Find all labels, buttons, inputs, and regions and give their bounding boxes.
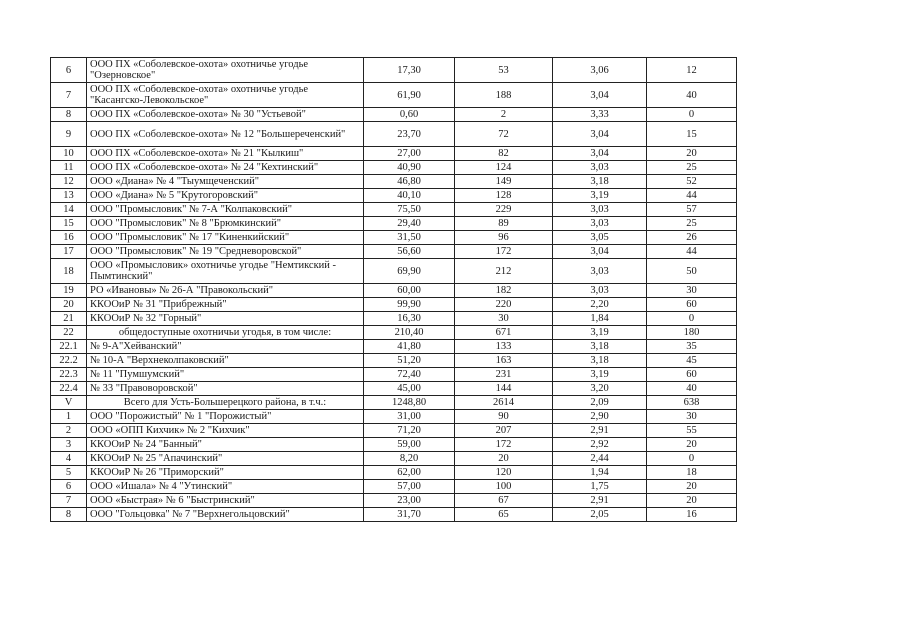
ratio-cell: 2,91 <box>553 494 647 508</box>
area-cell: 41,80 <box>364 340 455 354</box>
ratio-cell: 3,03 <box>553 203 647 217</box>
row-number-cell: 21 <box>51 312 87 326</box>
hunting-ground-name-cell: ООО ПХ «Соболевское-охота» № 21 "Кылкиш" <box>87 147 364 161</box>
table-row <box>51 494 737 508</box>
count-cell: 163 <box>455 354 553 368</box>
ratio-cell: 1,94 <box>553 466 647 480</box>
hunting-ground-name-cell: РО «Ивановы» № 26-А "Правокольский" <box>87 284 364 298</box>
area-cell: 56,60 <box>364 245 455 259</box>
row-number-cell: 13 <box>51 189 87 203</box>
quota-cell: 25 <box>647 161 737 175</box>
hunting-ground-name-cell: ККООиР № 26 "Приморский" <box>87 466 364 480</box>
table-row <box>51 122 737 147</box>
quota-cell: 15 <box>647 122 737 147</box>
table-row <box>51 382 737 396</box>
table-row <box>51 175 737 189</box>
ratio-cell: 3,19 <box>553 368 647 382</box>
count-cell: 207 <box>455 424 553 438</box>
ratio-cell: 3,05 <box>553 231 647 245</box>
quota-cell: 40 <box>647 83 737 108</box>
row-number-cell: V <box>51 396 87 410</box>
count-cell: 231 <box>455 368 553 382</box>
hunting-ground-name-cell: ООО «ОПП Кихчик» № 2 "Кихчик" <box>87 424 364 438</box>
area-cell: 40,90 <box>364 161 455 175</box>
quota-cell: 35 <box>647 340 737 354</box>
table-row <box>51 83 737 108</box>
hunting-ground-name-cell: ККООиР № 31 "Прибрежный" <box>87 298 364 312</box>
area-cell: 31,00 <box>364 410 455 424</box>
document-sheet <box>50 57 736 522</box>
area-cell: 27,00 <box>364 147 455 161</box>
row-number-cell: 16 <box>51 231 87 245</box>
count-cell: 100 <box>455 480 553 494</box>
area-cell: 57,00 <box>364 480 455 494</box>
area-cell: 31,50 <box>364 231 455 245</box>
count-cell: 182 <box>455 284 553 298</box>
ratio-cell: 3,03 <box>553 217 647 231</box>
table-row <box>51 480 737 494</box>
row-number-cell: 17 <box>51 245 87 259</box>
hunting-ground-name-cell: ООО «Быстрая» № 6 "Быстринский" <box>87 494 364 508</box>
ratio-cell: 3,18 <box>553 175 647 189</box>
ratio-cell: 3,04 <box>553 83 647 108</box>
ratio-cell: 3,20 <box>553 382 647 396</box>
hunting-ground-name-cell: ККООиР № 32 "Горный" <box>87 312 364 326</box>
row-number-cell: 2 <box>51 424 87 438</box>
ratio-cell: 2,20 <box>553 298 647 312</box>
row-number-cell: 10 <box>51 147 87 161</box>
quota-cell: 60 <box>647 368 737 382</box>
row-number-cell: 11 <box>51 161 87 175</box>
row-number-cell: 15 <box>51 217 87 231</box>
area-cell: 59,00 <box>364 438 455 452</box>
area-cell: 51,20 <box>364 354 455 368</box>
quota-cell: 20 <box>647 147 737 161</box>
hunting-ground-name-cell: ООО «Промысловик» охотничье угодье "Немтикский - Пымтинский" <box>87 259 364 284</box>
hunting-ground-name-cell: ООО ПХ «Соболевское-охота» № 12 "Большереченский" <box>87 122 364 147</box>
hunting-ground-name-cell: ООО "Промысловик" № 8 "Брюмкинский" <box>87 217 364 231</box>
hunting-ground-name-cell: ООО ПХ «Соболевское-охота» охотничье угодье "Озерновское" <box>87 58 364 83</box>
quota-cell: 45 <box>647 354 737 368</box>
area-cell: 29,40 <box>364 217 455 231</box>
ratio-cell: 1,84 <box>553 312 647 326</box>
ratio-cell: 2,44 <box>553 452 647 466</box>
table-row <box>51 161 737 175</box>
quota-cell: 26 <box>647 231 737 245</box>
quota-cell: 55 <box>647 424 737 438</box>
quota-table <box>50 57 737 522</box>
count-cell: 172 <box>455 245 553 259</box>
area-cell: 210,40 <box>364 326 455 340</box>
quota-cell: 20 <box>647 480 737 494</box>
ratio-cell: 3,18 <box>553 340 647 354</box>
table-row <box>51 298 737 312</box>
hunting-ground-name-cell: ККООиР № 25 "Апачинский" <box>87 452 364 466</box>
row-number-cell: 22 <box>51 326 87 340</box>
count-cell: 2 <box>455 108 553 122</box>
quota-cell: 50 <box>647 259 737 284</box>
count-cell: 124 <box>455 161 553 175</box>
quota-cell: 30 <box>647 410 737 424</box>
hunting-ground-name-cell: Всего для Усть-Большерецкого района, в т.ч.: <box>87 396 364 410</box>
row-number-cell: 19 <box>51 284 87 298</box>
hunting-ground-name-cell: № 9-А"Хейванский" <box>87 340 364 354</box>
quota-cell: 18 <box>647 466 737 480</box>
area-cell: 17,30 <box>364 58 455 83</box>
count-cell: 144 <box>455 382 553 396</box>
quota-cell: 16 <box>647 508 737 522</box>
area-cell: 75,50 <box>364 203 455 217</box>
table-row <box>51 203 737 217</box>
count-cell: 20 <box>455 452 553 466</box>
count-cell: 188 <box>455 83 553 108</box>
hunting-ground-name-cell: ООО ПХ «Соболевское-охота» № 30 "Устьевой" <box>87 108 364 122</box>
quota-cell: 52 <box>647 175 737 189</box>
ratio-cell: 3,19 <box>553 189 647 203</box>
count-cell: 229 <box>455 203 553 217</box>
hunting-ground-name-cell: ООО «Диана» № 4 "Тыумщеченский" <box>87 175 364 189</box>
hunting-ground-name-cell: ООО ПХ «Соболевское-охота» № 24 "Кехтинский" <box>87 161 364 175</box>
count-cell: 67 <box>455 494 553 508</box>
hunting-ground-name-cell: ООО «Ишала» № 4 "Утинский" <box>87 480 364 494</box>
count-cell: 2614 <box>455 396 553 410</box>
hunting-ground-name-cell: общедоступные охотничьи угодья, в том числе: <box>87 326 364 340</box>
count-cell: 72 <box>455 122 553 147</box>
hunting-ground-name-cell: ООО "Гольцовка" № 7 "Верхнегольцовский" <box>87 508 364 522</box>
quota-cell: 30 <box>647 284 737 298</box>
area-cell: 72,40 <box>364 368 455 382</box>
quota-cell: 44 <box>647 189 737 203</box>
area-cell: 31,70 <box>364 508 455 522</box>
quota-cell: 638 <box>647 396 737 410</box>
ratio-cell: 3,03 <box>553 259 647 284</box>
ratio-cell: 3,18 <box>553 354 647 368</box>
count-cell: 172 <box>455 438 553 452</box>
area-cell: 1248,80 <box>364 396 455 410</box>
count-cell: 671 <box>455 326 553 340</box>
ratio-cell: 1,75 <box>553 480 647 494</box>
hunting-ground-name-cell: ООО "Промысловик" № 7-А "Колпаковский" <box>87 203 364 217</box>
quota-cell: 180 <box>647 326 737 340</box>
hunting-ground-name-cell: ООО "Промысловик" № 19 "Средневоровской" <box>87 245 364 259</box>
table-row <box>51 58 737 83</box>
table-row <box>51 508 737 522</box>
row-number-cell: 4 <box>51 452 87 466</box>
area-cell: 61,90 <box>364 83 455 108</box>
quota-cell: 40 <box>647 382 737 396</box>
area-cell: 71,20 <box>364 424 455 438</box>
row-number-cell: 6 <box>51 58 87 83</box>
hunting-ground-name-cell: № 10-А "Верхнеколпаковский" <box>87 354 364 368</box>
ratio-cell: 3,06 <box>553 58 647 83</box>
row-number-cell: 6 <box>51 480 87 494</box>
table-row <box>51 354 737 368</box>
count-cell: 128 <box>455 189 553 203</box>
count-cell: 120 <box>455 466 553 480</box>
area-cell: 69,90 <box>364 259 455 284</box>
area-cell: 16,30 <box>364 312 455 326</box>
ratio-cell: 3,33 <box>553 108 647 122</box>
quota-cell: 0 <box>647 312 737 326</box>
table-row <box>51 245 737 259</box>
count-cell: 65 <box>455 508 553 522</box>
count-cell: 133 <box>455 340 553 354</box>
ratio-cell: 2,09 <box>553 396 647 410</box>
row-number-cell: 8 <box>51 108 87 122</box>
row-number-cell: 3 <box>51 438 87 452</box>
area-cell: 8,20 <box>364 452 455 466</box>
row-number-cell: 22.4 <box>51 382 87 396</box>
ratio-cell: 2,92 <box>553 438 647 452</box>
table-row <box>51 312 737 326</box>
count-cell: 220 <box>455 298 553 312</box>
row-number-cell: 20 <box>51 298 87 312</box>
ratio-cell: 3,04 <box>553 245 647 259</box>
count-cell: 96 <box>455 231 553 245</box>
table-row <box>51 147 737 161</box>
hunting-ground-name-cell: № 33 "Правоворовской" <box>87 382 364 396</box>
hunting-ground-name-cell: № 11 "Пумшумский" <box>87 368 364 382</box>
count-cell: 89 <box>455 217 553 231</box>
count-cell: 90 <box>455 410 553 424</box>
quota-cell: 20 <box>647 494 737 508</box>
row-number-cell: 8 <box>51 508 87 522</box>
count-cell: 30 <box>455 312 553 326</box>
ratio-cell: 2,05 <box>553 508 647 522</box>
table-row <box>51 424 737 438</box>
table-row <box>51 326 737 340</box>
row-number-cell: 22.2 <box>51 354 87 368</box>
row-number-cell: 12 <box>51 175 87 189</box>
hunting-ground-name-cell: ККООиР № 24 "Банный" <box>87 438 364 452</box>
ratio-cell: 3,04 <box>553 147 647 161</box>
count-cell: 212 <box>455 259 553 284</box>
quota-cell: 25 <box>647 217 737 231</box>
area-cell: 0,60 <box>364 108 455 122</box>
ratio-cell: 3,03 <box>553 161 647 175</box>
row-number-cell: 22.3 <box>51 368 87 382</box>
count-cell: 82 <box>455 147 553 161</box>
quota-cell: 20 <box>647 438 737 452</box>
count-cell: 53 <box>455 58 553 83</box>
table-row <box>51 438 737 452</box>
table-row <box>51 231 737 245</box>
count-cell: 149 <box>455 175 553 189</box>
hunting-ground-name-cell: ООО "Промысловик" № 17 "Киненкийский" <box>87 231 364 245</box>
row-number-cell: 18 <box>51 259 87 284</box>
table-row <box>51 452 737 466</box>
table-row <box>51 368 737 382</box>
row-number-cell: 14 <box>51 203 87 217</box>
table-row <box>51 396 737 410</box>
area-cell: 99,90 <box>364 298 455 312</box>
row-number-cell: 22.1 <box>51 340 87 354</box>
quota-cell: 44 <box>647 245 737 259</box>
row-number-cell: 9 <box>51 122 87 147</box>
area-cell: 62,00 <box>364 466 455 480</box>
row-number-cell: 5 <box>51 466 87 480</box>
quota-cell: 57 <box>647 203 737 217</box>
table-row <box>51 340 737 354</box>
area-cell: 46,80 <box>364 175 455 189</box>
area-cell: 23,00 <box>364 494 455 508</box>
area-cell: 45,00 <box>364 382 455 396</box>
area-cell: 60,00 <box>364 284 455 298</box>
area-cell: 40,10 <box>364 189 455 203</box>
quota-cell: 60 <box>647 298 737 312</box>
ratio-cell: 2,90 <box>553 410 647 424</box>
quota-cell: 0 <box>647 108 737 122</box>
table-row <box>51 108 737 122</box>
row-number-cell: 7 <box>51 494 87 508</box>
row-number-cell: 1 <box>51 410 87 424</box>
ratio-cell: 2,91 <box>553 424 647 438</box>
table-row <box>51 217 737 231</box>
table-row <box>51 466 737 480</box>
table-row <box>51 259 737 284</box>
hunting-ground-name-cell: ООО ПХ «Соболевское-охота» охотничье угодье "Касангско-Левокольское" <box>87 83 364 108</box>
area-cell: 23,70 <box>364 122 455 147</box>
quota-cell: 12 <box>647 58 737 83</box>
table-body <box>51 58 737 522</box>
ratio-cell: 3,04 <box>553 122 647 147</box>
hunting-ground-name-cell: ООО "Порожистый" № 1 "Порожистый" <box>87 410 364 424</box>
table-row <box>51 284 737 298</box>
quota-cell: 0 <box>647 452 737 466</box>
ratio-cell: 3,03 <box>553 284 647 298</box>
hunting-ground-name-cell: ООО «Диана» № 5 "Крутогоровский" <box>87 189 364 203</box>
ratio-cell: 3,19 <box>553 326 647 340</box>
table-row <box>51 189 737 203</box>
row-number-cell: 7 <box>51 83 87 108</box>
table-row <box>51 410 737 424</box>
